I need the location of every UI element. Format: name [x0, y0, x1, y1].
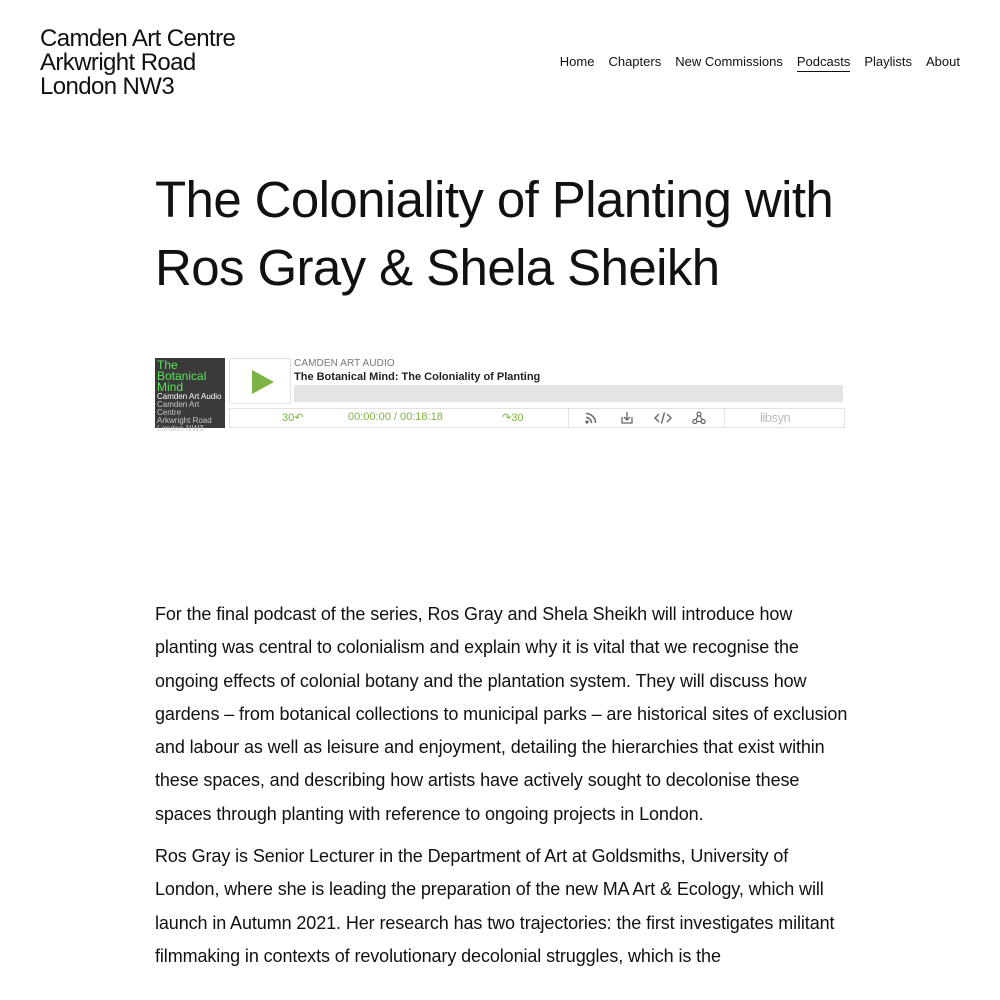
progress-bar[interactable]: [294, 385, 843, 402]
cover-text-camden-art-audio: Camden Art Audio: [157, 392, 222, 401]
article-body: [155, 598, 855, 982]
nav-about[interactable]: About: [926, 54, 960, 69]
podcast-cover-image: [155, 358, 225, 433]
play-icon: [252, 370, 274, 394]
rewind-30-button[interactable]: 30↶: [282, 412, 304, 424]
podcast-player: [155, 358, 845, 433]
nav-podcasts[interactable]: Podcasts: [797, 54, 850, 72]
nav-playlists[interactable]: Playlists: [864, 54, 913, 69]
page-title: The Coloniality of Planting with Ros Gray & Shela Sheikh: [155, 171, 834, 296]
main-nav: [560, 54, 960, 72]
cover-text-arkwright-road: Arkwright Road: [157, 416, 212, 425]
controls-divider: [568, 409, 569, 427]
play-button[interactable]: [229, 358, 291, 404]
site-title-line-1: Camden Art Centre: [40, 25, 236, 52]
cover-text-camden-art-centre: Camden Art Centre: [157, 400, 200, 417]
cover-text-the: The: [157, 358, 178, 372]
episode-title: The Botanical Mind: The Coloniality of Planting: [294, 371, 541, 383]
article-paragraph-2: Ros Gray is Senior Lecturer in the Department of Art at Goldsmiths, University of London, where she is leading the preparation of the new MA Art & Ecology, which will launch in Autumn 2021. Her research has two trajectories: the first investigates militant filmmaking in contexts of revolutionary decolonial struggles, which is the: [155, 846, 835, 966]
controls-divider-2: [724, 409, 725, 427]
nav-new-commissions[interactable]: New Commissions: [675, 54, 783, 69]
forward-30-button[interactable]: ↷30: [502, 412, 524, 424]
rss-icon[interactable]: [584, 411, 600, 425]
nav-chapters[interactable]: Chapters: [608, 54, 662, 69]
article-paragraph-1: For the final podcast of the series, Ros Gray and Shela Sheikh will introduce how planting was central to colonialism and explain why it is vital that we recognise the ongoing effects of colonial botany and the plantation system. They will discuss how gardens – from botanical collections to municipal parks – are historical sites of exclusion and labour as well as leisure and enjoyment, detailing the hierarchies that exist within these spaces, and describing how artists have actively sought to decolonise these spaces through planting with reference to ongoing projects in London.: [155, 604, 848, 824]
libsyn-logo[interactable]: libsyn: [760, 410, 791, 425]
site-title-line-2: Arkwright Road: [40, 49, 196, 76]
cover-text-london-nw3: London NW3: [157, 424, 204, 433]
site-title[interactable]: [40, 27, 235, 99]
share-icon[interactable]: [692, 411, 708, 425]
show-label: CAMDEN ART AUDIO: [294, 358, 395, 369]
site-title-line-3: London NW3: [40, 73, 175, 100]
player-controls: [229, 408, 845, 428]
time-display: 00:00:00 / 00:18:18: [348, 411, 443, 423]
embed-code-icon[interactable]: [654, 411, 670, 425]
download-icon[interactable]: [620, 411, 636, 425]
nav-home[interactable]: Home: [559, 54, 595, 69]
cover-text-mind: Mind: [157, 380, 184, 394]
cover-text-botanical: Botanical: [157, 369, 207, 383]
